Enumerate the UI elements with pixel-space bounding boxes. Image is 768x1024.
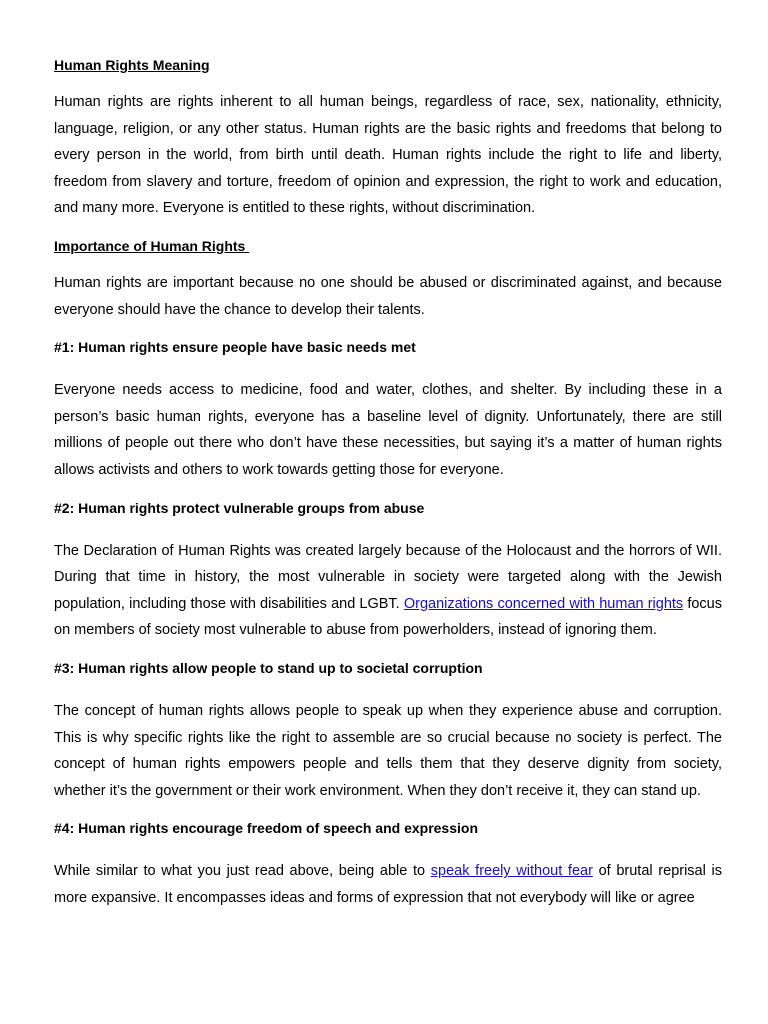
paragraph-point-2-text-after: focus on members of society most vulnerable to abuse from powerholders, instead of ignoring them.: [54, 595, 722, 639]
paragraph-point-4: [54, 858, 722, 911]
paragraph-importance: Human rights are important because no one should be abused or discriminated against, and because everyone should have the chance to develop their talents.: [54, 274, 722, 318]
paragraph-point-2: [54, 538, 722, 644]
paragraph-point-1: Everyone needs access to medicine, food and water, clothes, and shelter. By including these in a person’s basic human rights, everyone has a baseline level of dignity. Unfortunately, there are still millions of people out there who don’t have these necessities, but saying it’s a matter of human rights allows activists and others to work towards getting those for everyone.: [54, 382, 722, 478]
heading-point-4: #4: Human rights encourage freedom of speech and expression: [54, 820, 478, 837]
heading-point-2: #2: Human rights protect vulnerable groups from abuse: [54, 499, 425, 516]
paragraph-point-4-text-before: While similar to what you just read above, being able to: [54, 863, 431, 880]
heading-human-rights-meaning: Human Rights Meaning: [54, 57, 210, 73]
heading-point-3: #3: Human rights allow people to stand up to societal corruption: [54, 659, 483, 676]
paragraph-point-4-text-after: of brutal reprisal is more expansive. It encompasses ideas and forms of expression that not everybody will like or agree: [54, 863, 722, 906]
paragraph-meaning: Human rights are rights inherent to all human beings, regardless of race, sex, nationality, ethnicity, language, religion, or any other status. Human rights are the basic rights and freedoms that belong to every person in the world, from birth until death. Human rights include the right to life and liberty, freedom from slavery and torture, freedom of opinion and expression, the right to work and education, and many more. Everyone is entitled to these rights, without discrimination.: [54, 94, 722, 217]
heading-point-1: #1: Human rights ensure people have basic needs met: [54, 339, 416, 356]
paragraph-point-3: The concept of human rights allows people to speak up when they experience abuse and corruption. This is why specific rights like the right to assemble are so crucial because no society is perfect. The concept of human rights empowers people and tells them that they deserve dignity from society, whether it’s the government or their work environment. When they don’t receive it, they can stand up.: [54, 702, 722, 799]
link-speak-freely[interactable]: speak freely without fear: [430, 863, 593, 880]
heading-importance: Importance of Human Rights: [54, 237, 250, 254]
link-organizations-human-rights[interactable]: Organizations concerned with human rights: [403, 595, 684, 612]
paragraph-point-2-text-before: The Declaration of Human Rights was created largely because of the Holocaust and the horrors of WII. During that time in history, the most vulnerable in society were targeted along with the Jewish population, including those with disabilities and LGBT.: [54, 542, 722, 612]
